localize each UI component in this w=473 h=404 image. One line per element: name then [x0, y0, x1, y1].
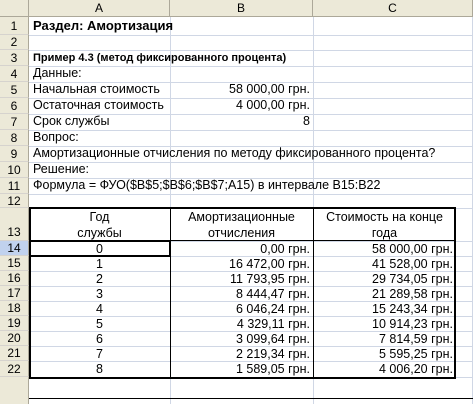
year-cell[interactable]: 8	[96, 362, 103, 376]
year-header-line2: службы	[77, 226, 122, 240]
depreciation-cell[interactable]: 16 472,00 грн.	[229, 257, 310, 271]
question-label[interactable]: Вопрос:	[33, 130, 79, 144]
row-header[interactable]: 18	[0, 301, 29, 316]
value-cell[interactable]: 4 006,20 грн.	[378, 362, 453, 376]
row-header[interactable]: 5	[0, 82, 29, 98]
row-header[interactable]: 21	[0, 346, 29, 361]
active-cell-selection[interactable]	[29, 240, 171, 257]
table-divider	[313, 207, 314, 379]
row-header[interactable]: 16	[0, 271, 29, 286]
value-header-line2: года	[371, 226, 398, 240]
table-border-bottom	[29, 377, 456, 379]
table-border-top	[29, 207, 456, 209]
row-header[interactable]: 13	[0, 208, 29, 241]
row-header[interactable]: 2	[0, 35, 29, 50]
depreciation-cell[interactable]: 3 099,64 грн.	[235, 332, 310, 346]
example-title[interactable]: Пример 4.3 (метод фиксированного процента)	[33, 52, 287, 64]
row-header[interactable]: 11	[0, 178, 29, 194]
row-header-selected[interactable]: 14	[0, 241, 29, 256]
row-header[interactable]: 3	[0, 50, 29, 66]
depreciation-cell[interactable]: 6 046,24 грн.	[235, 302, 310, 316]
depreciation-header-line1: Амортизационные	[188, 210, 295, 224]
value-cell[interactable]: 41 528,00 грн.	[372, 257, 453, 271]
row-header[interactable]: 6	[0, 98, 29, 114]
depreciation-cell[interactable]: 0,00 грн.	[260, 242, 310, 256]
value-cell[interactable]: 7 814,59 грн.	[378, 332, 453, 346]
value-cell[interactable]: 10 914,23 грн.	[372, 317, 453, 331]
depreciation-cell[interactable]: 11 793,95 грн.	[229, 272, 310, 286]
row-header[interactable]: 4	[0, 66, 29, 82]
row-header[interactable]: 9	[0, 146, 29, 162]
useful-life-label[interactable]: Срок службы	[33, 114, 110, 128]
row-header[interactable]: 15	[0, 256, 29, 271]
year-cell[interactable]: 5	[96, 317, 103, 331]
table-border-left	[29, 207, 31, 379]
depreciation-cell[interactable]: 8 444,47 грн.	[235, 287, 310, 301]
initial-cost-value[interactable]: 58 000,00 грн.	[229, 82, 310, 96]
value-cell[interactable]: 5 595,25 грн.	[378, 347, 453, 361]
value-cell[interactable]: 58 000,00 грн.	[372, 242, 453, 256]
row-header[interactable]: 22	[0, 361, 29, 377]
depreciation-cell[interactable]: 4 329,11 грн.	[236, 317, 310, 331]
grid-row-line	[29, 130, 473, 131]
question-text[interactable]: Амортизационные отчисления по методу фиксированного процента?	[33, 146, 436, 160]
depreciation-cell[interactable]: 1 589,05 грн.	[235, 362, 310, 376]
table-border-right	[454, 207, 456, 379]
depreciation-header-line2: отчисления	[207, 226, 276, 240]
year-cell[interactable]: 3	[96, 287, 103, 301]
year-cell[interactable]: 0	[96, 242, 103, 256]
year-cell[interactable]: 7	[96, 347, 103, 361]
year-header-line1: Год	[89, 210, 110, 224]
bottom-rule	[29, 398, 473, 399]
initial-cost-label[interactable]: Начальная стоимость	[33, 82, 160, 96]
section-title[interactable]: Раздел: Амортизация	[33, 18, 174, 33]
value-cell[interactable]: 21 289,58 грн.	[372, 287, 453, 301]
grid-row-line	[29, 194, 473, 195]
grid-row-line	[29, 162, 473, 163]
data-label[interactable]: Данные:	[33, 66, 82, 80]
salvage-value-label[interactable]: Остаточная стоимость	[33, 98, 164, 112]
useful-life-value[interactable]: 8	[303, 114, 310, 128]
column-header-c[interactable]: C	[313, 0, 473, 17]
value-cell[interactable]: 29 734,05 грн.	[372, 272, 453, 286]
select-all-corner[interactable]	[0, 0, 29, 17]
grid-row-line	[29, 35, 473, 36]
value-header-line1: Стоимость на конце	[326, 210, 443, 224]
row-header[interactable]: 12	[0, 194, 29, 208]
row-header-empty	[0, 377, 29, 404]
row-header[interactable]: 7	[0, 114, 29, 130]
row-header[interactable]: 10	[0, 162, 29, 178]
column-header-b[interactable]: B	[170, 0, 313, 17]
year-cell[interactable]: 4	[96, 302, 103, 316]
row-header[interactable]: 8	[0, 130, 29, 146]
solution-label[interactable]: Решение:	[33, 162, 90, 176]
depreciation-cell[interactable]: 2 219,34 грн.	[235, 347, 310, 361]
column-header-a[interactable]: A	[29, 0, 170, 17]
salvage-value-value[interactable]: 4 000,00 грн.	[235, 98, 310, 112]
row-header[interactable]: 20	[0, 331, 29, 346]
table-divider	[170, 207, 171, 379]
year-cell[interactable]: 1	[96, 257, 103, 271]
year-cell[interactable]: 2	[96, 272, 103, 286]
year-cell[interactable]: 6	[96, 332, 103, 346]
value-cell[interactable]: 15 243,34 грн.	[372, 302, 453, 316]
formula-text[interactable]: Формула = ФУО($B$5;$B$6;$B$7;A15) в интервале B15:B22	[33, 178, 381, 192]
row-header[interactable]: 19	[0, 316, 29, 331]
row-header[interactable]: 17	[0, 286, 29, 301]
row-header[interactable]: 1	[0, 17, 29, 35]
